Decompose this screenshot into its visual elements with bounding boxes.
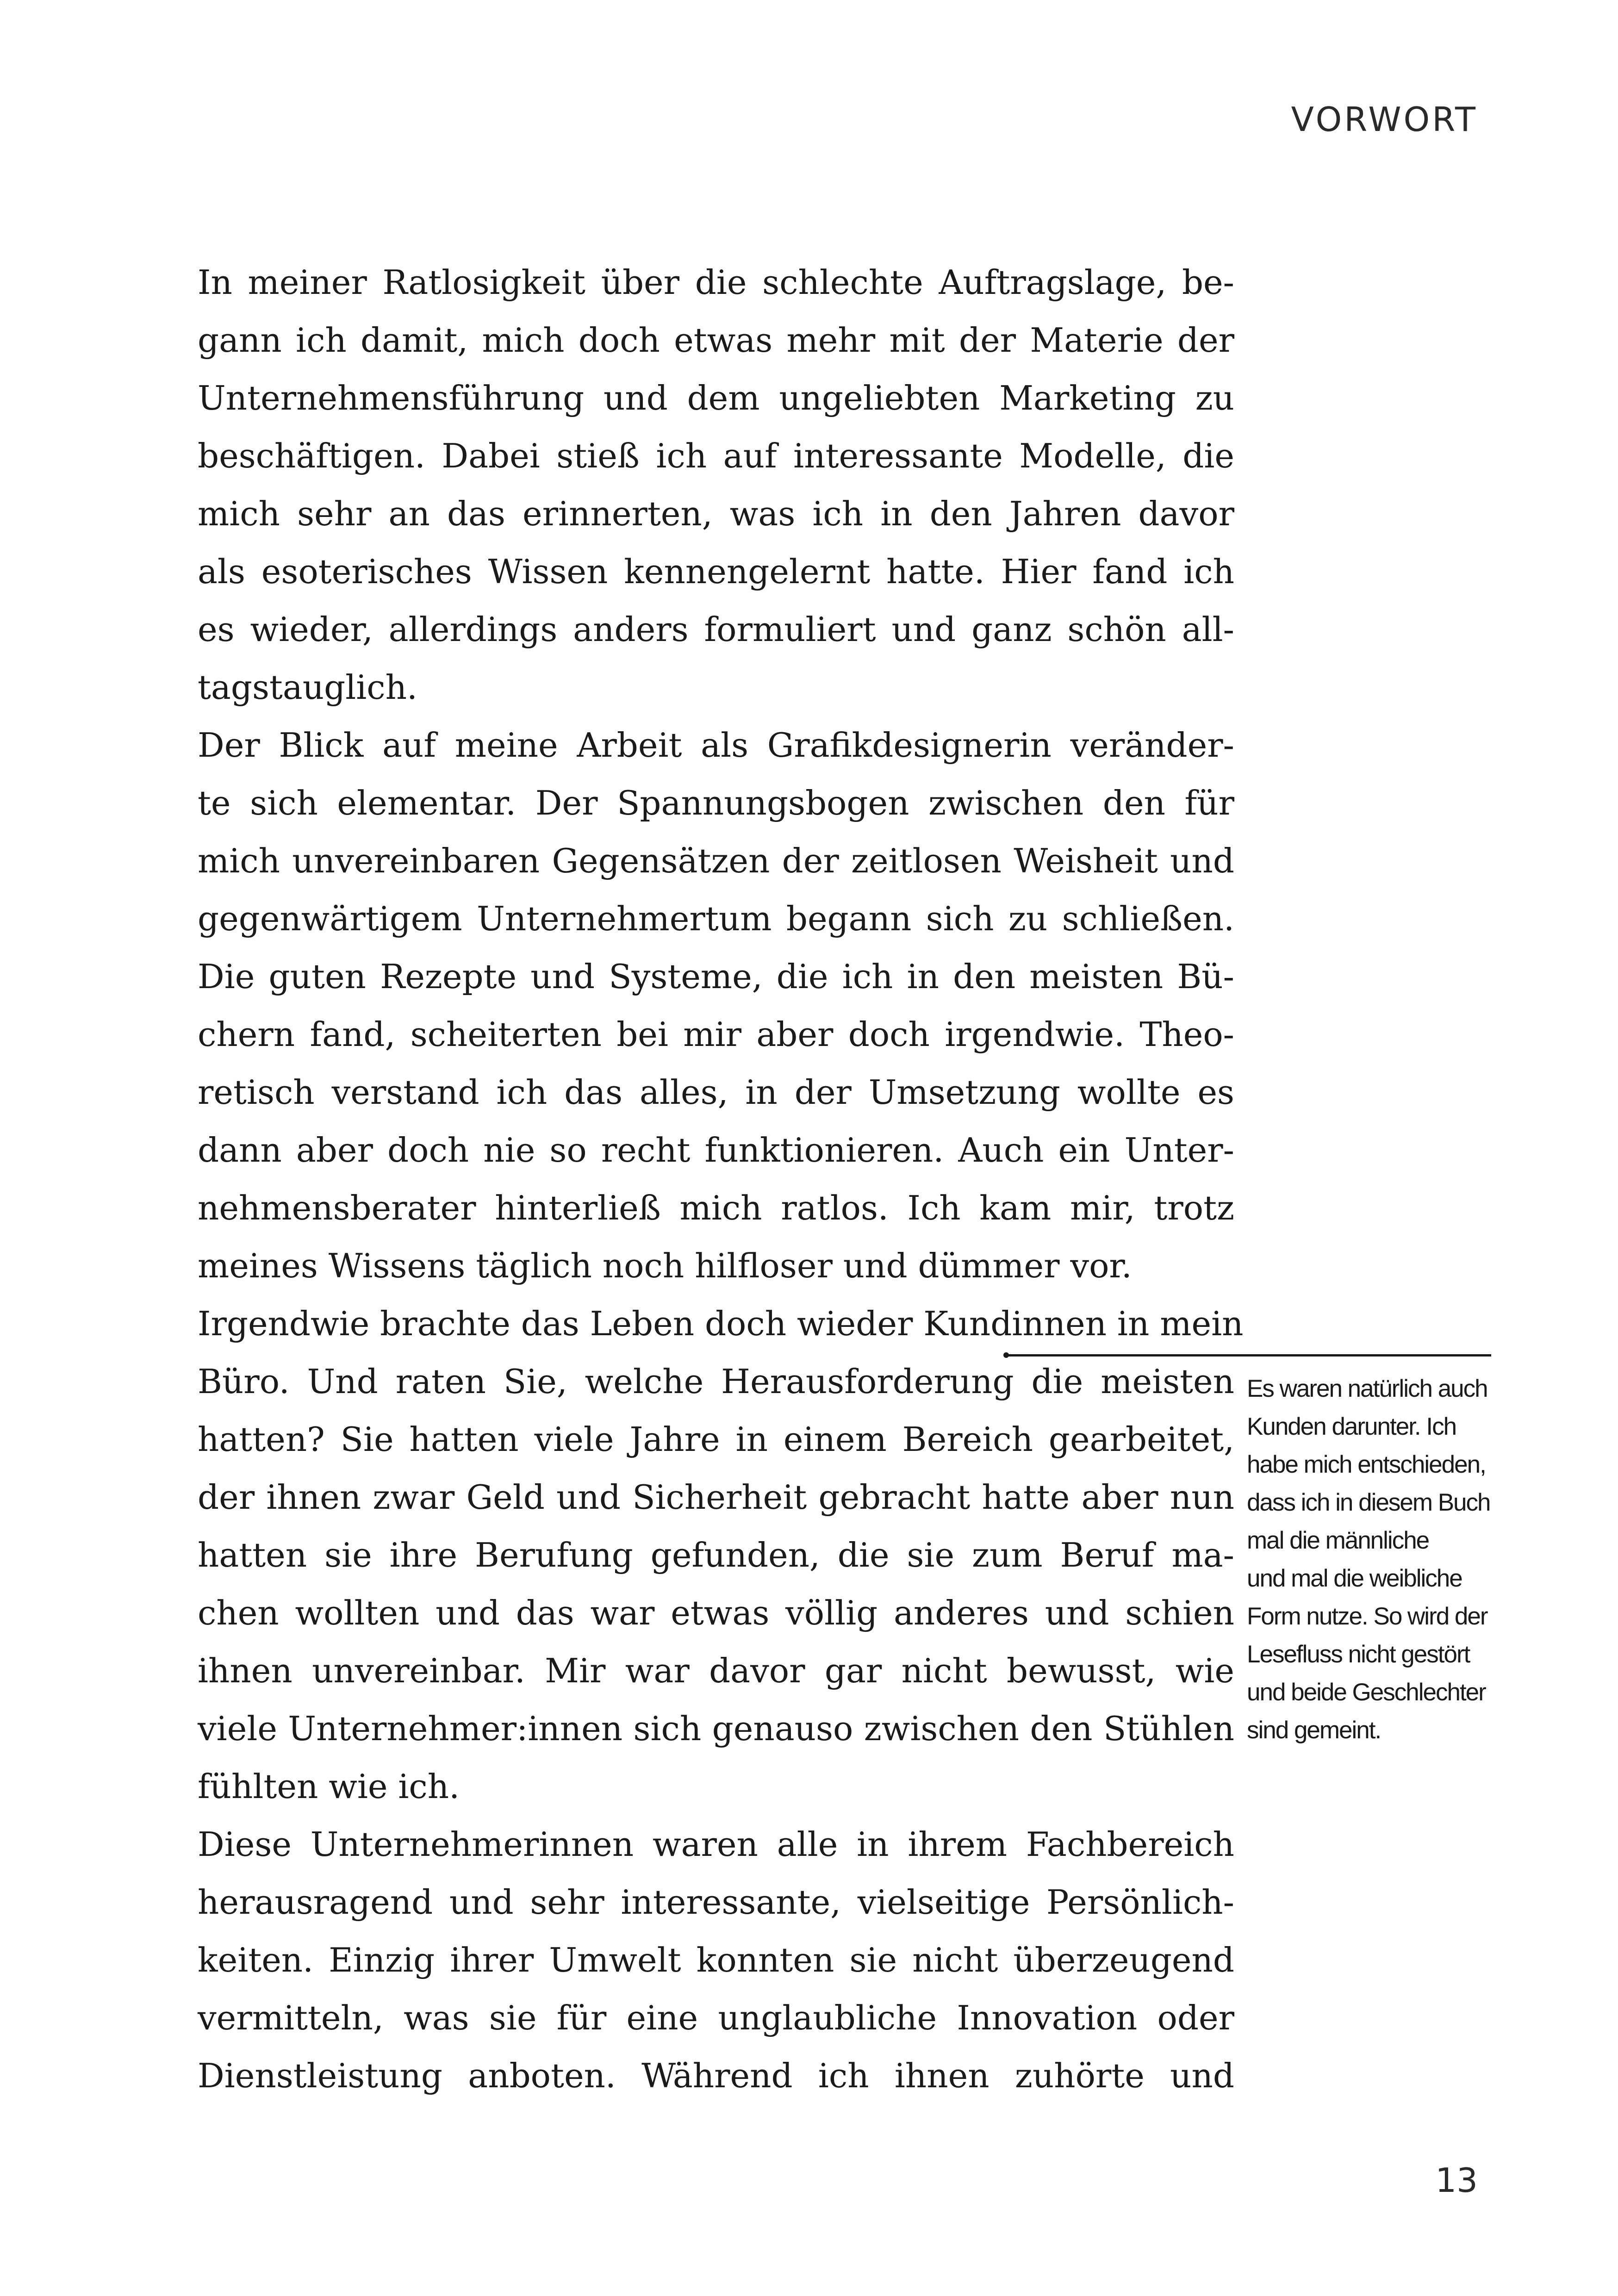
margin-note-line: und beide Geschlechter [1247, 1679, 1486, 1706]
body-line: Dienstleistung anboten. Während ich ihnen zuhörte und [198, 2056, 1234, 2095]
body-line: meines Wissens täglich noch hilfloser und dümmer vor. [198, 1246, 1132, 1285]
body-line: dann aber doch nie so recht funktionieren. Auch ein Unter- [198, 1131, 1234, 1170]
body-line: tagstauglich. [198, 668, 417, 707]
margin-note-line: Lesefluss nicht gestört [1247, 1641, 1470, 1668]
body-line: viele Unternehmer:innen sich genauso zwischen den Stühlen [198, 1709, 1234, 1748]
margin-note-pointer-rule [1005, 1354, 1491, 1356]
body-line: hatten? Sie hatten viele Jahre in einem Bereich gearbeitet, [198, 1420, 1234, 1459]
body-line: gegenwärtigem Unternehmertum begann sich zu schließen. [198, 899, 1234, 938]
margin-note-line: Kunden darunter. Ich [1247, 1413, 1456, 1440]
body-line: retisch verstand ich das alles, in der Umsetzung wollte es [198, 1073, 1234, 1112]
body-line: als esoterisches Wissen kennengelernt hatte. Hier fand ich [198, 552, 1234, 591]
body-line: Unternehmensführung und dem ungeliebten Marketing zu [198, 379, 1234, 417]
body-line: mich unvereinbaren Gegensätzen der zeitlosen Weisheit und [198, 841, 1234, 880]
body-line: keiten. Einzig ihrer Umwelt konnten sie nicht überzeugend [198, 1941, 1234, 1979]
body-line: ihnen unvereinbar. Mir war davor gar nicht bewusst, wie [198, 1651, 1234, 1690]
margin-note-line: sind gemeint. [1247, 1717, 1381, 1744]
body-line: In meiner Ratlosigkeit über die schlechte Auftragslage, be- [198, 263, 1234, 302]
body-line: te sich elementar. Der Spannungsbogen zwischen den für [198, 784, 1234, 822]
margin-note-line: dass ich in diesem Buch [1247, 1489, 1490, 1516]
body-line: chern fand, scheiterten bei mir aber doch irgendwie. Theo- [198, 1015, 1234, 1054]
body-line: herausragend und sehr interessante, vielseitige Persönlich- [198, 1883, 1234, 1922]
margin-note-line: habe mich entschieden, [1247, 1451, 1486, 1478]
body-line: Büro. Und raten Sie, welche Herausforderung die meisten [198, 1362, 1234, 1401]
margin-note [1247, 1370, 1506, 1749]
body-line: vermitteln, was sie für eine unglaubliche Innovation oder [198, 1998, 1234, 2037]
body-line: mich sehr an das erinnerten, was ich in den Jahren davor [198, 494, 1234, 533]
margin-note-line: Form nutze. So wird der [1247, 1603, 1487, 1630]
body-line: Der Blick auf meine Arbeit als Grafikdesignerin veränder- [198, 726, 1234, 765]
body-line: chen wollten und das war etwas völlig anderes und schien [198, 1593, 1234, 1632]
body-line: hatten sie ihre Berufung gefunden, die sie zum Beruf ma- [198, 1536, 1234, 1574]
body-line: Diese Unternehmerinnen waren alle in ihrem Fachbereich [198, 1825, 1234, 1864]
body-line: der ihnen zwar Geld und Sicherheit gebracht hatte aber nun [198, 1478, 1234, 1517]
margin-note-line: mal die männliche [1247, 1527, 1429, 1554]
body-line: es wieder, allerdings anders formuliert und ganz schön all- [198, 610, 1234, 649]
page-number: 13 [1435, 2161, 1478, 2200]
running-head: VORWORT [1291, 100, 1478, 139]
body-text [198, 254, 1244, 2105]
margin-note-line: Es waren natürlich auch [1247, 1375, 1487, 1402]
body-line: gann ich damit, mich doch etwas mehr mit der Materie der [198, 321, 1234, 360]
body-line: fühlten wie ich. [198, 1767, 460, 1806]
margin-note-line: und mal die weibliche [1247, 1565, 1462, 1592]
body-line: beschäftigen. Dabei stieß ich auf interessante Modelle, die [198, 436, 1234, 475]
body-line: Irgendwie brachte das Leben doch wieder Kundinnen in mein [198, 1304, 1244, 1343]
body-line: nehmensberater hinterließ mich ratlos. Ich kam mir, trotz [198, 1188, 1234, 1227]
body-line: Die guten Rezepte und Systeme, die ich in den meisten Bü- [198, 957, 1234, 996]
